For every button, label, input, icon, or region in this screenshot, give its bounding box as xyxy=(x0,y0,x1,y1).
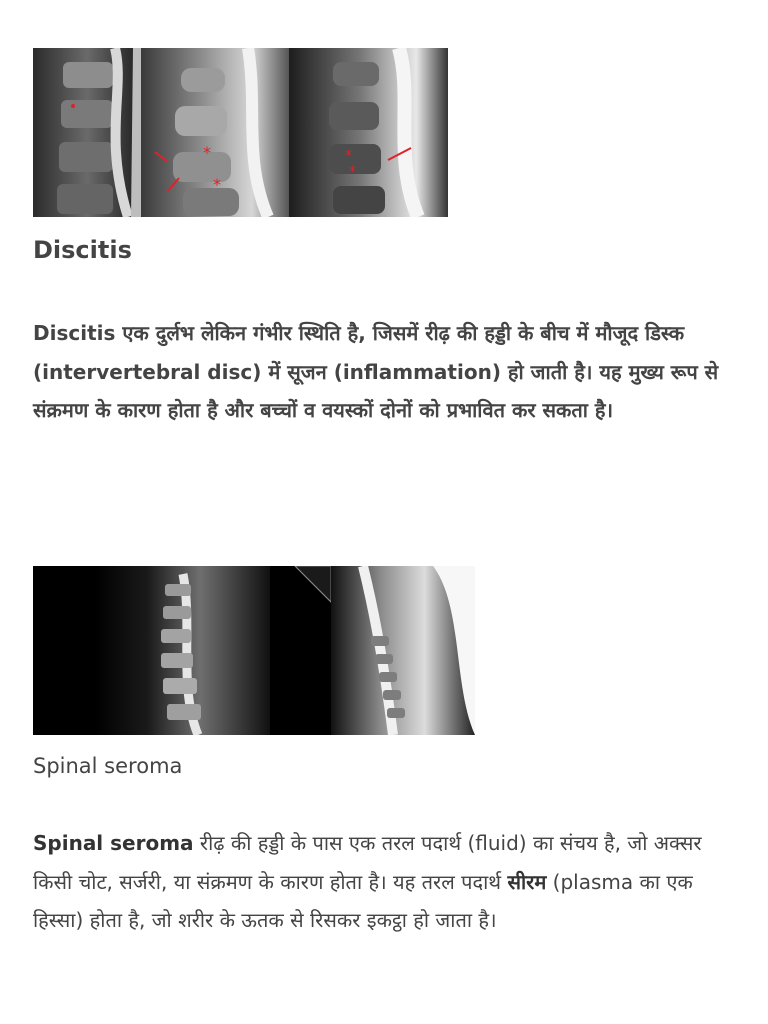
mri-panel-a xyxy=(33,48,141,217)
discitis-paragraph: Discitis एक दुर्लभ लेकिन गंभीर स्थिति है, जिसमें रीढ़ की हड्डी के बीच में मौजूद डिस्क (intervertebral disc) में सूजन (inflammation) हो जाती है। यह मुख्य रूप से संक्रमण के कारण होता है और बच्चों व वयस्कों दोनों को प्रभावित कर सकता है। xyxy=(33,321,719,422)
mri-panel-lumbar xyxy=(33,566,331,735)
seroma-bold-term: सीरम xyxy=(507,869,547,894)
svg-text:*: * xyxy=(213,175,221,194)
seroma-lead-bold: Spinal seroma xyxy=(33,831,194,855)
svg-text:*: * xyxy=(349,164,356,180)
discitis-mri-image xyxy=(33,48,448,217)
mri-panel-b xyxy=(141,48,289,217)
mri-panel-c xyxy=(289,48,448,217)
mri-panel-cervical xyxy=(331,566,475,735)
discitis-heading: Discitis xyxy=(33,236,132,264)
seroma-text-2: (plasma का एक हिस्सा) होता है, जो शरीर के ऊतक से रिसकर इकट्ठा हो जाता है। xyxy=(33,869,693,932)
spinal-seroma-mri-image xyxy=(33,566,475,735)
seroma-text-1: रीढ़ की हड्डी के पास एक तरल पदार्थ (fluid) का संचय है, जो अक्सर किसी चोट, सर्जरी, या संक्रमण के कारण होता है। यह तरल पदार्थ xyxy=(33,831,702,894)
seroma-paragraph xyxy=(33,824,733,940)
svg-text:*: * xyxy=(203,143,211,162)
svg-text:*: * xyxy=(345,148,352,164)
seroma-caption: Spinal seroma xyxy=(33,754,183,778)
